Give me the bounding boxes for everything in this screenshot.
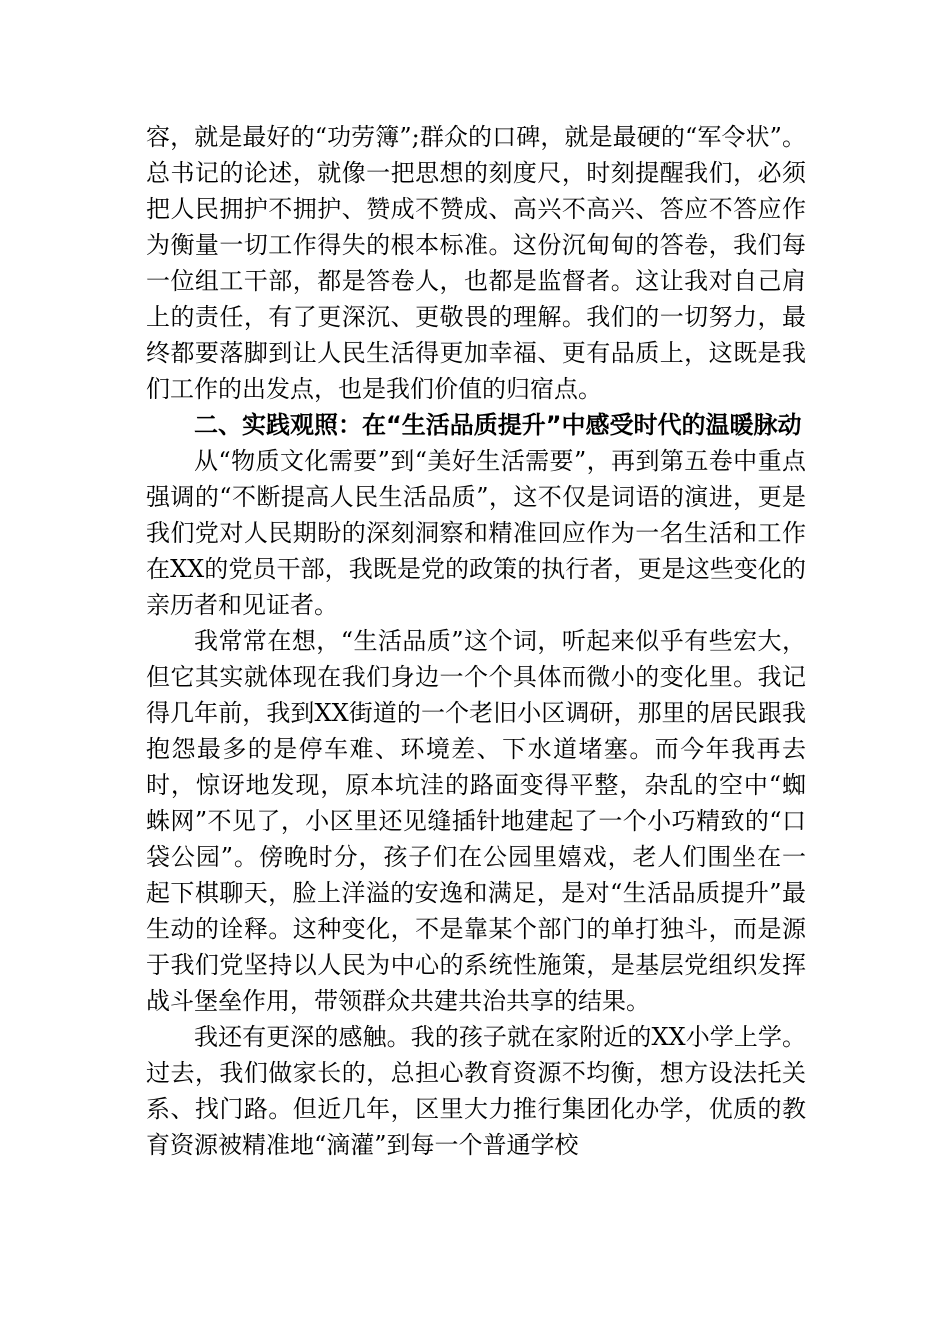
document-body [146, 119, 806, 1163]
paragraph: 从“物质文化需要”到“美好生活需要”，再到第五卷中重点强调的“不断提高人民生活品质”，这不仅是词语的演进，更是我们党对人民期盼的深刻洞察和精准回应作为一名生活和工作在XX的党员干部，我既是党的政策的执行者，更是这些变化的亲历者和见证者。 [146, 447, 806, 619]
paragraph: 我常常在想，“生活品质”这个词，听起来似乎有些宏大，但它其实就体现在我们身边一个个具体而微小的变化里。我记得几年前，我到XX街道的一个老旧小区调研，那里的居民跟我抱怨最多的是停车难、环境差、下水道堵塞。而今年我再去时，惊讶地发现，原本坑洼的路面变得平整，杂乱的空中“蜘蛛网”不见了，小区里还见缝插针地建起了一个小巧精致的“口袋公园”。傍晚时分，孩子们在公园里嬉戏，老人们围坐在一起下棋聊天，脸上洋溢的安逸和满足，是对“生活品质提升”最生动的诠释。这种变化，不是靠某个部门的单打独斗，而是源于我们党坚持以人民为中心的系统性施策，是基层党组织发挥战斗堡垒作用，带领群众共建共治共享的结果。 [146, 627, 806, 1015]
paragraph: 我还有更深的感触。我的孩子就在家附近的XX小学上学。过去，我们做家长的，总担心教育资源不均衡，想方设法托关系、找门路。但近几年，区里大力推行集团化办学，优质的教育资源被精准地“滴灌”到每一个普通学校 [146, 1023, 806, 1159]
paragraph-continuation: 容，就是最好的“功劳簿”;群众的口碑，就是最硬的“军令状”。总书记的论述，就像一把思想的刻度尺，时刻提醒我们，必须把人民拥护不拥护、赞成不赞成、高兴不高兴、答应不答应作为衡量一切工作得失的根本标准。这份沉甸甸的答卷，我们每一位组工干部，都是答卷人，也都是监督者。这让我对自己肩上的责任，有了更深沉、更敬畏的理解。我们的一切努力，最终都要落脚到让人民生活得更加幸福、更有品质上，这既是我们工作的出发点，也是我们价值的归宿点。 [146, 123, 806, 403]
section-heading: 二、实践观照：在“生活品质提升”中感受时代的温暖脉动 [194, 411, 802, 439]
